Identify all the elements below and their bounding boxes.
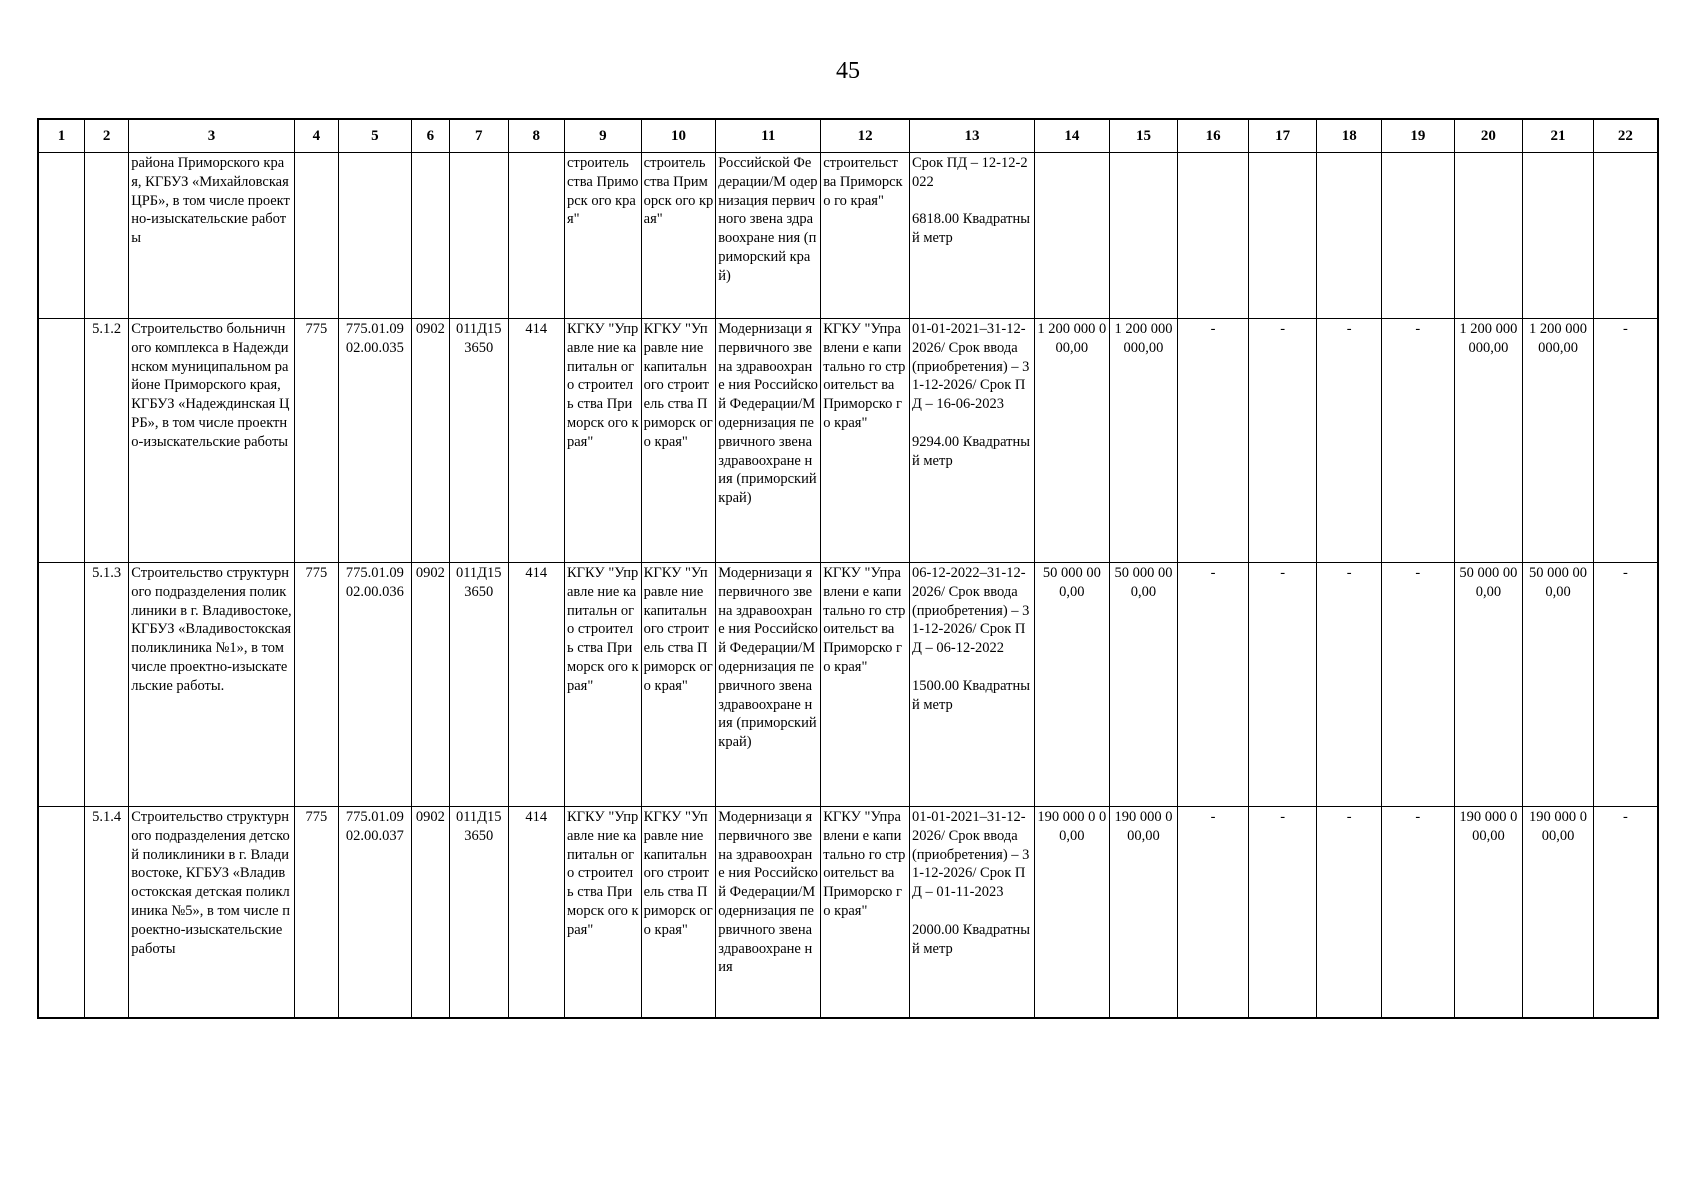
table-row <box>38 153 1658 319</box>
table-cell: 06-12-2022–31-12-2026/ Срок ввода (приобретения) – 31-12-2026/ Срок ПД – 06-12-2022 1500.00 Квадратный метр <box>909 563 1034 807</box>
table-cell: Срок ПД – 12-12-2022 6818.00 Квадратный метр <box>909 153 1034 319</box>
column-header: 7 <box>450 119 509 153</box>
column-header: 2 <box>84 119 128 153</box>
table-cell: 0902 <box>411 807 449 1018</box>
table-row <box>38 319 1658 563</box>
table-cell <box>38 319 84 563</box>
table-cell: КГКУ "Управле ние капитальн ого строитель ства Приморск ого края" <box>641 807 716 1018</box>
table-cell <box>450 153 509 319</box>
table-cell: - <box>1248 319 1317 563</box>
table-cell: - <box>1178 563 1249 807</box>
table-cell: 0902 <box>411 319 449 563</box>
table-cell: Строительство больничного комплекса в Надеждинском муниципальном районе Приморского края, КГБУЗ «Надеждинская ЦРБ», в том числе проектно-изыскательские работы <box>129 319 294 563</box>
table-cell: 414 <box>508 807 564 1018</box>
table-cell: 775.01.09 02.00.035 <box>339 319 412 563</box>
table-cell: - <box>1593 807 1658 1018</box>
table-cell: строительст ва Приморско го края" <box>821 153 910 319</box>
table-cell: 011Д15 3650 <box>450 807 509 1018</box>
table-cell: - <box>1382 319 1455 563</box>
table-body <box>38 153 1658 1018</box>
table-cell: 5.1.2 <box>84 319 128 563</box>
table-cell <box>38 807 84 1018</box>
table-cell <box>1523 153 1594 319</box>
table-cell: 775 <box>294 319 338 563</box>
table-cell <box>411 153 449 319</box>
table-cell <box>1593 153 1658 319</box>
table-cell: КГКУ "Управле ние капитальн ого строитель ства Приморск ого края" <box>565 807 642 1018</box>
table-cell: 190 000 0 00,00 <box>1454 807 1523 1018</box>
table-cell: КГКУ "Управле ние капитальн ого строитель ства Приморск ого края" <box>565 563 642 807</box>
column-header: 21 <box>1523 119 1594 153</box>
table-cell: - <box>1317 563 1382 807</box>
column-header: 15 <box>1109 119 1178 153</box>
table-cell: 1 200 000 000,00 <box>1523 319 1594 563</box>
column-header: 9 <box>565 119 642 153</box>
table-cell: 190 000 0 00,00 <box>1035 807 1110 1018</box>
table-row <box>38 563 1658 807</box>
table-cell: - <box>1178 807 1249 1018</box>
table-row <box>38 807 1658 1018</box>
budget-table <box>37 118 1659 1019</box>
table-cell <box>1109 153 1178 319</box>
table-cell: 50 000 00 0,00 <box>1523 563 1594 807</box>
table-cell: 5.1.4 <box>84 807 128 1018</box>
column-header: 17 <box>1248 119 1317 153</box>
table-cell: 775.01.09 02.00.037 <box>339 807 412 1018</box>
table-cell: - <box>1382 807 1455 1018</box>
table-cell <box>1248 153 1317 319</box>
table-cell <box>1317 153 1382 319</box>
table-cell: - <box>1317 319 1382 563</box>
column-header: 3 <box>129 119 294 153</box>
table-cell <box>38 563 84 807</box>
table-cell: строитель ства Приморск ого края" <box>641 153 716 319</box>
column-header: 4 <box>294 119 338 153</box>
table-cell: 775.01.09 02.00.036 <box>339 563 412 807</box>
column-header: 11 <box>716 119 821 153</box>
table-cell: 190 000 0 00,00 <box>1523 807 1594 1018</box>
table-cell: КГКУ "Управле ние капитальн ого строитель ства Приморск ого края" <box>641 563 716 807</box>
table-cell: района Приморского края, КГБУЗ «Михайловская ЦРБ», в том числе проектно-изыскательские работы <box>129 153 294 319</box>
page-number: 45 <box>836 58 860 84</box>
table-cell: 1 200 000 000,00 <box>1454 319 1523 563</box>
table-cell <box>84 153 128 319</box>
table-cell: - <box>1317 807 1382 1018</box>
table-cell: Строительство структурного подразделения детской поликлиники в г. Владивостоке, КГБУЗ «Владивостокская детская поликлиника №5», в том числе проектно-изыскательские работы <box>129 807 294 1018</box>
table-cell: 1 200 000 000,00 <box>1109 319 1178 563</box>
table-cell: - <box>1382 563 1455 807</box>
table-cell: КГКУ "Управлени е капитально го строительст ва Приморско го края" <box>821 319 910 563</box>
column-header: 1 <box>38 119 84 153</box>
column-header: 6 <box>411 119 449 153</box>
table-cell <box>1178 153 1249 319</box>
column-header: 22 <box>1593 119 1658 153</box>
table-cell <box>1035 153 1110 319</box>
table-cell <box>38 153 84 319</box>
table-cell: КГКУ "Управле ние капитальн ого строитель ства Приморск ого края" <box>641 319 716 563</box>
table-cell: - <box>1593 563 1658 807</box>
column-header: 14 <box>1035 119 1110 153</box>
table-cell: 0902 <box>411 563 449 807</box>
table-cell: 190 000 0 00,00 <box>1109 807 1178 1018</box>
table-cell: 011Д15 3650 <box>450 319 509 563</box>
table-cell: 414 <box>508 319 564 563</box>
table-cell: Модернизаци я первичного звена здравоохране ния Российской Федерации/М одернизация первичного звена здравоохране ния (приморский край) <box>716 319 821 563</box>
table-cell: Российской Федерации/М одернизация первичного звена здравоохране ния (приморский край) <box>716 153 821 319</box>
table-cell: 01-01-2021–31-12-2026/ Срок ввода (приобретения) – 31-12-2026/ Срок ПД – 16-06-2023 9294.00 Квадратный метр <box>909 319 1034 563</box>
table-cell: Строительство структурного подразделения поликлиники в г. Владивостоке, КГБУЗ «Владивостокская поликлиника №1», в том числе проектно-изыскательские работы. <box>129 563 294 807</box>
table-cell: 414 <box>508 563 564 807</box>
column-header: 20 <box>1454 119 1523 153</box>
table-cell: 50 000 00 0,00 <box>1109 563 1178 807</box>
table-cell: - <box>1593 319 1658 563</box>
column-header: 19 <box>1382 119 1455 153</box>
table-cell: 50 000 00 0,00 <box>1035 563 1110 807</box>
table-cell: 50 000 00 0,00 <box>1454 563 1523 807</box>
table-cell: КГКУ "Управлени е капитально го строительст ва Приморско го края" <box>821 563 910 807</box>
table-cell: 1 200 000 000,00 <box>1035 319 1110 563</box>
table-cell: строитель ства Приморск ого края" <box>565 153 642 319</box>
table-cell: 5.1.3 <box>84 563 128 807</box>
table-cell: 011Д15 3650 <box>450 563 509 807</box>
table-cell: 01-01-2021–31-12-2026/ Срок ввода (приобретения) – 31-12-2026/ Срок ПД – 01-11-2023 2000.00 Квадратный метр <box>909 807 1034 1018</box>
column-header: 18 <box>1317 119 1382 153</box>
table-cell: - <box>1248 807 1317 1018</box>
table-cell <box>339 153 412 319</box>
column-header: 16 <box>1178 119 1249 153</box>
table-cell <box>1382 153 1455 319</box>
column-header: 12 <box>821 119 910 153</box>
table-cell <box>1454 153 1523 319</box>
column-header: 10 <box>641 119 716 153</box>
column-header: 8 <box>508 119 564 153</box>
table-cell: 775 <box>294 807 338 1018</box>
table-cell: Модернизаци я первичного звена здравоохране ния Российской Федерации/М одернизация первичного звена здравоохране ния <box>716 807 821 1018</box>
column-header: 13 <box>909 119 1034 153</box>
header-row <box>38 119 1658 153</box>
column-header: 5 <box>339 119 412 153</box>
table-cell: Модернизаци я первичного звена здравоохране ния Российской Федерации/М одернизация первичного звена здравоохране ния (приморский край) <box>716 563 821 807</box>
table-cell: 775 <box>294 563 338 807</box>
table-cell: КГКУ "Управлени е капитально го строительст ва Приморско го края" <box>821 807 910 1018</box>
table-cell <box>294 153 338 319</box>
table-cell: КГКУ "Управле ние капитальн ого строитель ства Приморск ого края" <box>565 319 642 563</box>
table-cell <box>508 153 564 319</box>
table-cell: - <box>1178 319 1249 563</box>
table-cell: - <box>1248 563 1317 807</box>
